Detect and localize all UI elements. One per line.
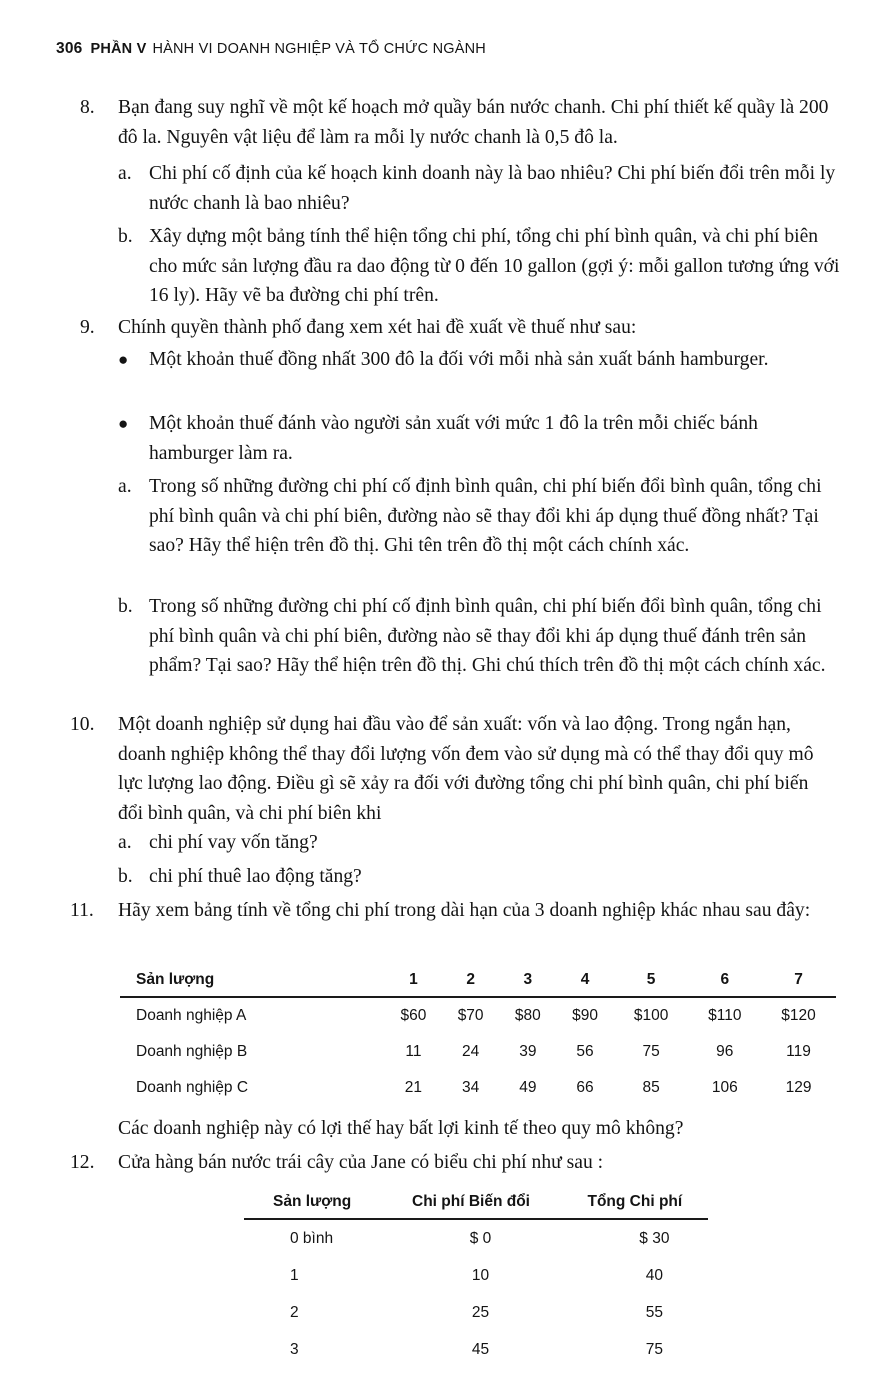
table-cell: 34: [462, 1079, 480, 1096]
table-row: [120, 1034, 836, 1070]
column-header: Sản lượng: [244, 1186, 380, 1219]
table-cell: 106: [711, 1079, 738, 1096]
table-cell: 39: [519, 1043, 537, 1060]
page-number: 306: [56, 40, 83, 57]
question-text: Chính quyền thành phố đang xem xét hai đề xuất về thuế như sau:: [118, 317, 637, 338]
sub-text: chi phí vay vốn tăng?: [149, 832, 318, 853]
table-row: [120, 1070, 836, 1106]
table-cell: 49: [519, 1079, 537, 1096]
sub-text: Một khoản thuế đồng nhất 300 đô la đối với mỗi nhà sản xuất bánh hamburger.: [149, 349, 769, 370]
question-8a: [118, 159, 840, 218]
column-header: Sản lượng: [120, 964, 385, 997]
question-12: [70, 1148, 826, 1178]
question-9-bullet-1: [118, 345, 840, 375]
sub-text: Trong số những đường chi phí cố định bình quân, chi phí biến đổi bình quân, tổng chi phí bình quân và chi phí biên, đường nào sẽ thay đổi khi áp dụng thuế đánh trên sản phẩm? Tại sao? Hãy thể hiện trên đồ thị. Ghi chú thích trên đồ thị một cách chính xác.: [149, 596, 826, 676]
sub-text: Xây dựng một bảng tính thể hiện tổng chi phí, tổng chi phí bình quân, và chi phí biên cho mức sản lượng đầu ra dao động từ 0 đến 10 gallon (gợi ý: mỗi gallon tương ứng với 16 ly). Hãy vẽ ba đường chi phí trên.: [149, 226, 840, 306]
table-cell: 0 bình: [290, 1229, 334, 1247]
table-cell: Doanh nghiệp C: [136, 1079, 249, 1096]
question-11: [70, 896, 826, 926]
sub-text: Trong số những đường chi phí cố định bình quân, chi phí biến đổi bình quân, tổng chi phí bình quân và chi phí biên, đường nào sẽ thay đổi khi áp dụng thuế đồng nhất? Tại sao? Hãy thể hiện trên đồ thị. Ghi tên trên đồ thị một cách chính xác.: [149, 476, 822, 556]
table-cell: $90: [572, 1007, 598, 1024]
table-cell: 119: [786, 1043, 811, 1060]
question-9b: [118, 592, 840, 681]
column-header: 4: [556, 964, 613, 997]
table-cell: Doanh nghiệp A: [136, 1007, 247, 1024]
question-text: Hãy xem bảng tính về tổng chi phí trong dài hạn của 3 doanh nghiệp khác nhau sau đây:: [118, 900, 811, 921]
question-number: 8.: [80, 97, 95, 118]
table-cell: 1: [290, 1266, 299, 1284]
question-9: [80, 313, 836, 343]
sub-label: b.: [118, 226, 133, 247]
question-text: Cửa hàng bán nước trái cây của Jane có biểu chi phí như sau :: [118, 1152, 604, 1173]
question-10a: [118, 828, 840, 858]
question-number: 12.: [70, 1152, 95, 1173]
table-cell: 25: [471, 1303, 490, 1321]
table-cell: 21: [404, 1079, 423, 1096]
question-8b: [118, 222, 840, 311]
table-row: [244, 1331, 708, 1368]
table-cell: 56: [576, 1043, 594, 1060]
table-cell: $100: [633, 1007, 669, 1024]
table-cell: 11: [405, 1043, 422, 1060]
table-cell: $ 0: [469, 1229, 492, 1247]
bullet-icon: ●: [118, 350, 129, 369]
question-9a: [118, 472, 840, 561]
table-cell: 10: [471, 1266, 490, 1284]
table-cell: 75: [642, 1043, 660, 1060]
table-cell: 75: [645, 1340, 663, 1358]
table-cell: 85: [642, 1079, 660, 1096]
running-header: [56, 40, 486, 58]
cost-table-jane: [244, 1186, 708, 1368]
question-8: [80, 93, 836, 152]
table-row: [244, 1294, 708, 1331]
table-cell: 45: [471, 1340, 490, 1358]
sub-label: a.: [118, 163, 132, 184]
column-header: 7: [761, 964, 836, 997]
table-cell: $70: [457, 1007, 484, 1024]
column-header: Chi phí Biến đổi: [380, 1186, 561, 1219]
sub-text: Một khoản thuế đánh vào người sản xuất với mức 1 đô la trên mỗi chiếc bánh hamburger làm ra.: [149, 413, 758, 464]
table-cell: $110: [708, 1007, 742, 1024]
table-cell: 66: [576, 1079, 594, 1096]
table-cell: $80: [514, 1007, 541, 1024]
question-text: Một doanh nghiệp sử dụng hai đầu vào để sản xuất: vốn và lao động. Trong ngắn hạn, doanh nghiệp không thể thay đổi lượng vốn đem vào sử dụng mà có thể thay đổi quy mô lực lượng lao động. Điều gì sẽ xảy ra đối với đường tổng chi phí bình quân, chi phí biến đổi bình quân, và chi phí biên khi: [118, 714, 814, 824]
question-text: Bạn đang suy nghĩ về một kế hoạch mở quầy bán nước chanh. Chi phí thiết kế quầy là 200 đô la. Nguyên vật liệu để làm ra mỗi ly nước chanh là 0,5 đô la.: [118, 97, 829, 148]
column-header: Tổng Chi phí: [562, 1186, 708, 1219]
question-number: 11.: [70, 900, 94, 921]
question-number: 10.: [70, 714, 95, 735]
cost-table-firms: [120, 964, 836, 1106]
sub-text: Chi phí cố định của kế hoạch kinh doanh này là bao nhiêu? Chi phí biến đổi trên mỗi ly nước chanh là bao nhiêu?: [149, 163, 836, 214]
sub-text: chi phí thuê lao động tăng?: [149, 866, 362, 887]
question-10b: [118, 862, 840, 892]
table-header-row: [120, 964, 836, 997]
table-header-row: [244, 1186, 708, 1219]
column-header: 6: [689, 964, 762, 997]
table-cell: 129: [785, 1079, 812, 1096]
table-cell: $ 30: [639, 1229, 670, 1247]
table-row: [120, 997, 836, 1034]
question-9-bullet-2: [118, 409, 840, 468]
table-cell: 55: [645, 1303, 663, 1321]
sub-label: a.: [118, 476, 132, 497]
sub-label: b.: [118, 866, 133, 887]
column-header: 3: [499, 964, 556, 997]
column-header: 1: [385, 964, 442, 997]
part-label: PHẦN V: [90, 41, 147, 57]
table-row: [244, 1219, 708, 1257]
column-header: 2: [442, 964, 499, 997]
question-11-closing: Các doanh nghiệp này có lợi thế hay bất lợi kinh tế theo quy mô không?: [118, 1118, 684, 1139]
question-number: 9.: [80, 317, 95, 338]
bullet-icon: ●: [118, 414, 129, 433]
column-header: 5: [614, 964, 689, 997]
sub-label: b.: [118, 596, 133, 617]
table-row: [244, 1257, 708, 1294]
part-title: HÀNH VI DOANH NGHIỆP VÀ TỔ CHỨC NGÀNH: [152, 41, 486, 57]
table-cell: 96: [716, 1043, 734, 1060]
table-cell: $120: [781, 1007, 816, 1024]
table-cell: 40: [645, 1266, 663, 1284]
table-cell: 3: [290, 1340, 299, 1358]
table-cell: 2: [290, 1303, 299, 1321]
question-10: [70, 710, 826, 828]
table-cell: $60: [400, 1007, 427, 1024]
table-cell: Doanh nghiệp B: [136, 1043, 248, 1060]
table-cell: 24: [462, 1043, 480, 1060]
sub-label: a.: [118, 832, 132, 853]
